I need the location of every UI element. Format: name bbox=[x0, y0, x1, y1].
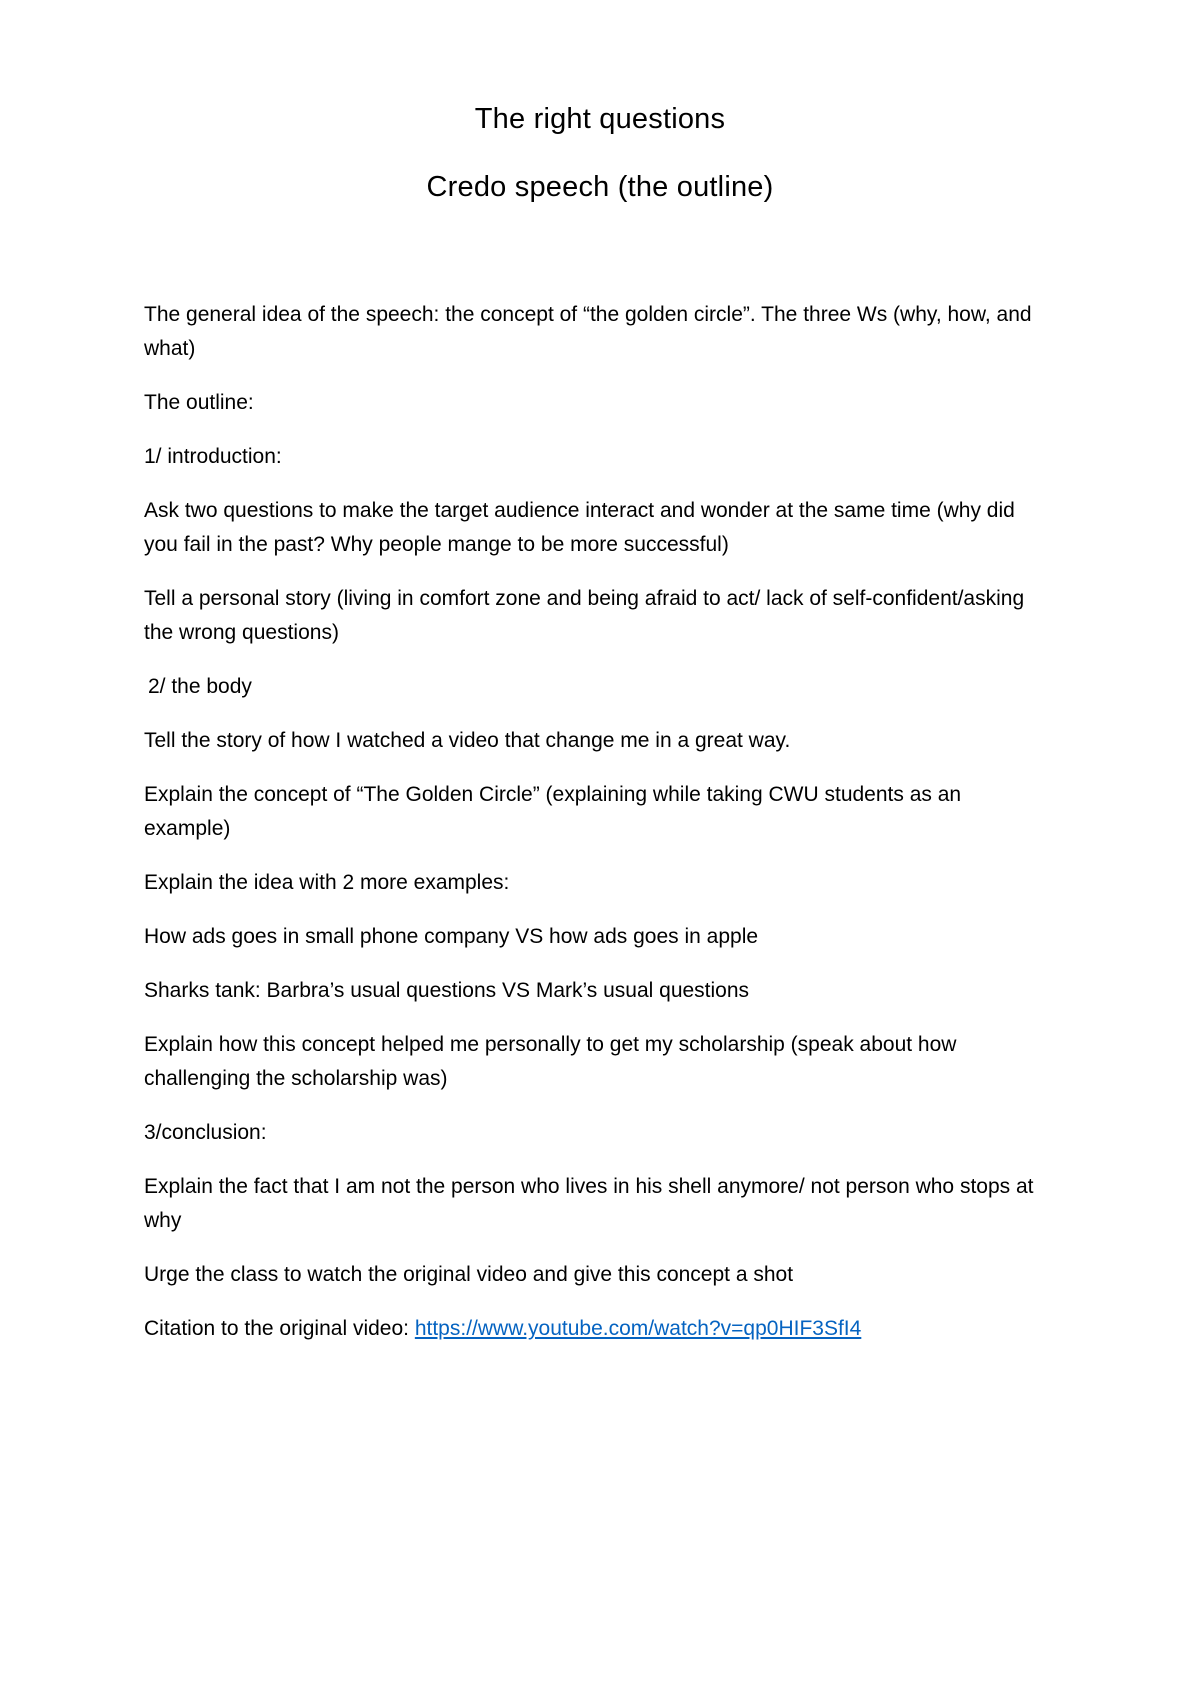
document-body bbox=[144, 298, 1044, 1366]
citation-label: Citation to the original video: bbox=[144, 1317, 415, 1340]
document-subtitle: Credo speech (the outline) bbox=[426, 171, 774, 203]
paragraph-shell: Explain the fact that I am not the person who lives in his shell anymore/ not person who stops at why bbox=[144, 1175, 1034, 1232]
paragraph-conclusion-heading: 3/conclusion: bbox=[144, 1121, 267, 1144]
paragraph-ask-questions: Ask two questions to make the target audience interact and wonder at the same time (why did you fail in the past? Why people mange to be more successful) bbox=[144, 499, 1015, 556]
paragraph-golden-circle: Explain the concept of “The Golden Circle” (explaining while taking CWU students as an example) bbox=[144, 783, 962, 840]
paragraph-introduction-heading: 1/ introduction: bbox=[144, 445, 282, 468]
paragraph-ads-example: How ads goes in small phone company VS how ads goes in apple bbox=[144, 925, 759, 948]
paragraph-body-heading: 2/ the body bbox=[148, 675, 252, 698]
paragraph-citation bbox=[144, 1312, 1044, 1346]
paragraph-sharks-tank: Sharks tank: Barbra’s usual questions VS Mark’s usual questions bbox=[144, 979, 750, 1002]
paragraph-scholarship: Explain how this concept helped me personally to get my scholarship (speak about how challenging the scholarship was) bbox=[144, 1033, 957, 1090]
paragraph-general-idea: The general idea of the speech: the concept of “the golden circle”. The three Ws (why, how, and what) bbox=[144, 303, 1032, 360]
paragraph-video-story: Tell the story of how I watched a video that change me in a great way. bbox=[144, 729, 791, 752]
paragraph-outline-heading: The outline: bbox=[144, 391, 254, 414]
citation-link[interactable]: https://www.youtube.com/watch?v=qp0HIF3SfI4 bbox=[414, 1317, 862, 1340]
paragraph-more-examples: Explain the idea with 2 more examples: bbox=[144, 871, 510, 894]
document-title: The right questions bbox=[474, 103, 726, 135]
paragraph-personal-story: Tell a personal story (living in comfort zone and being afraid to act/ lack of self-confident/asking the wrong questions) bbox=[144, 587, 1025, 644]
paragraph-urge-class: Urge the class to watch the original video and give this concept a shot bbox=[144, 1263, 794, 1286]
